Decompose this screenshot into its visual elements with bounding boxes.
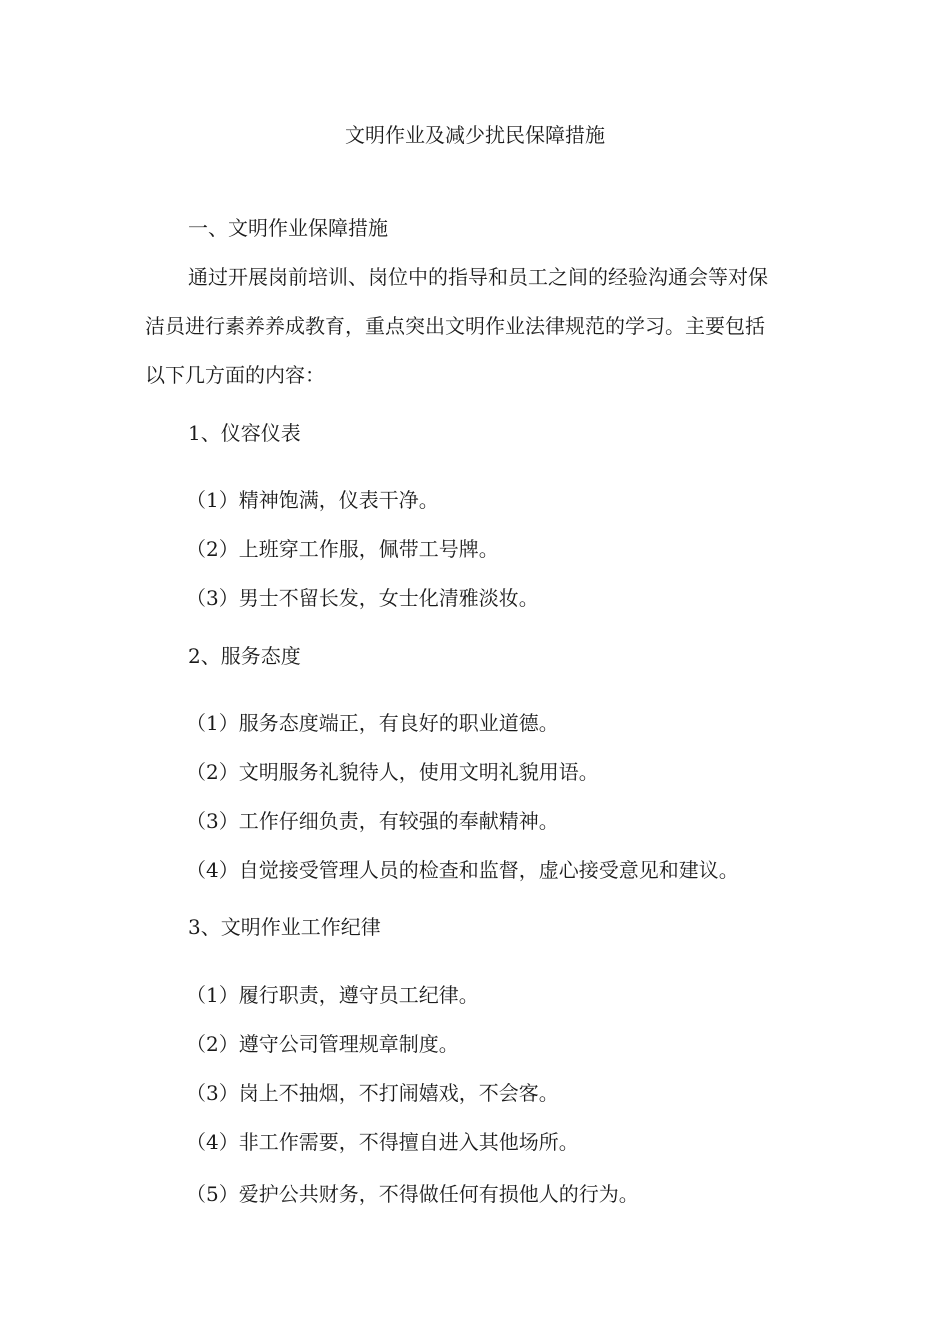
page-title: 文明作业及减少扰民保障措施	[345, 123, 605, 147]
subsection-heading-appearance: 1、仪容仪表	[188, 421, 301, 445]
intro-paragraph-line: 通过开展岗前培训、岗位中的指导和员工之间的经验沟通会等对保	[188, 265, 768, 289]
list-item: （1）履行职责，遵守员工纪律。	[186, 983, 479, 1007]
list-item: （4）非工作需要，不得擅自进入其他场所。	[186, 1130, 579, 1154]
list-item: （1）精神饱满，仪表干净。	[186, 488, 439, 512]
list-item: （1）服务态度端正，有良好的职业道德。	[186, 711, 559, 735]
list-item: （3）男士不留长发，女士化清雅淡妆。	[186, 586, 539, 610]
intro-paragraph-line: 以下几方面的内容：	[145, 363, 325, 387]
intro-paragraph-line: 洁员进行素养养成教育，重点突出文明作业法律规范的学习。主要包括	[145, 314, 765, 338]
subsection-heading-discipline: 3、文明作业工作纪律	[188, 915, 381, 939]
list-item: （4）自觉接受管理人员的检查和监督，虚心接受意见和建议。	[186, 858, 739, 882]
list-item: （3）岗上不抽烟，不打闹嬉戏，不会客。	[186, 1081, 559, 1105]
list-item: （5）爱护公共财务，不得做任何有损他人的行为。	[186, 1182, 639, 1206]
list-item: （3）工作仔细负责，有较强的奉献精神。	[186, 809, 559, 833]
list-item: （2）上班穿工作服，佩带工号牌。	[186, 537, 499, 561]
list-item: （2）遵守公司管理规章制度。	[186, 1032, 459, 1056]
subsection-heading-attitude: 2、服务态度	[188, 644, 301, 668]
list-item: （2）文明服务礼貌待人，使用文明礼貌用语。	[186, 760, 599, 784]
section-heading: 一、文明作业保障措施	[188, 216, 388, 240]
